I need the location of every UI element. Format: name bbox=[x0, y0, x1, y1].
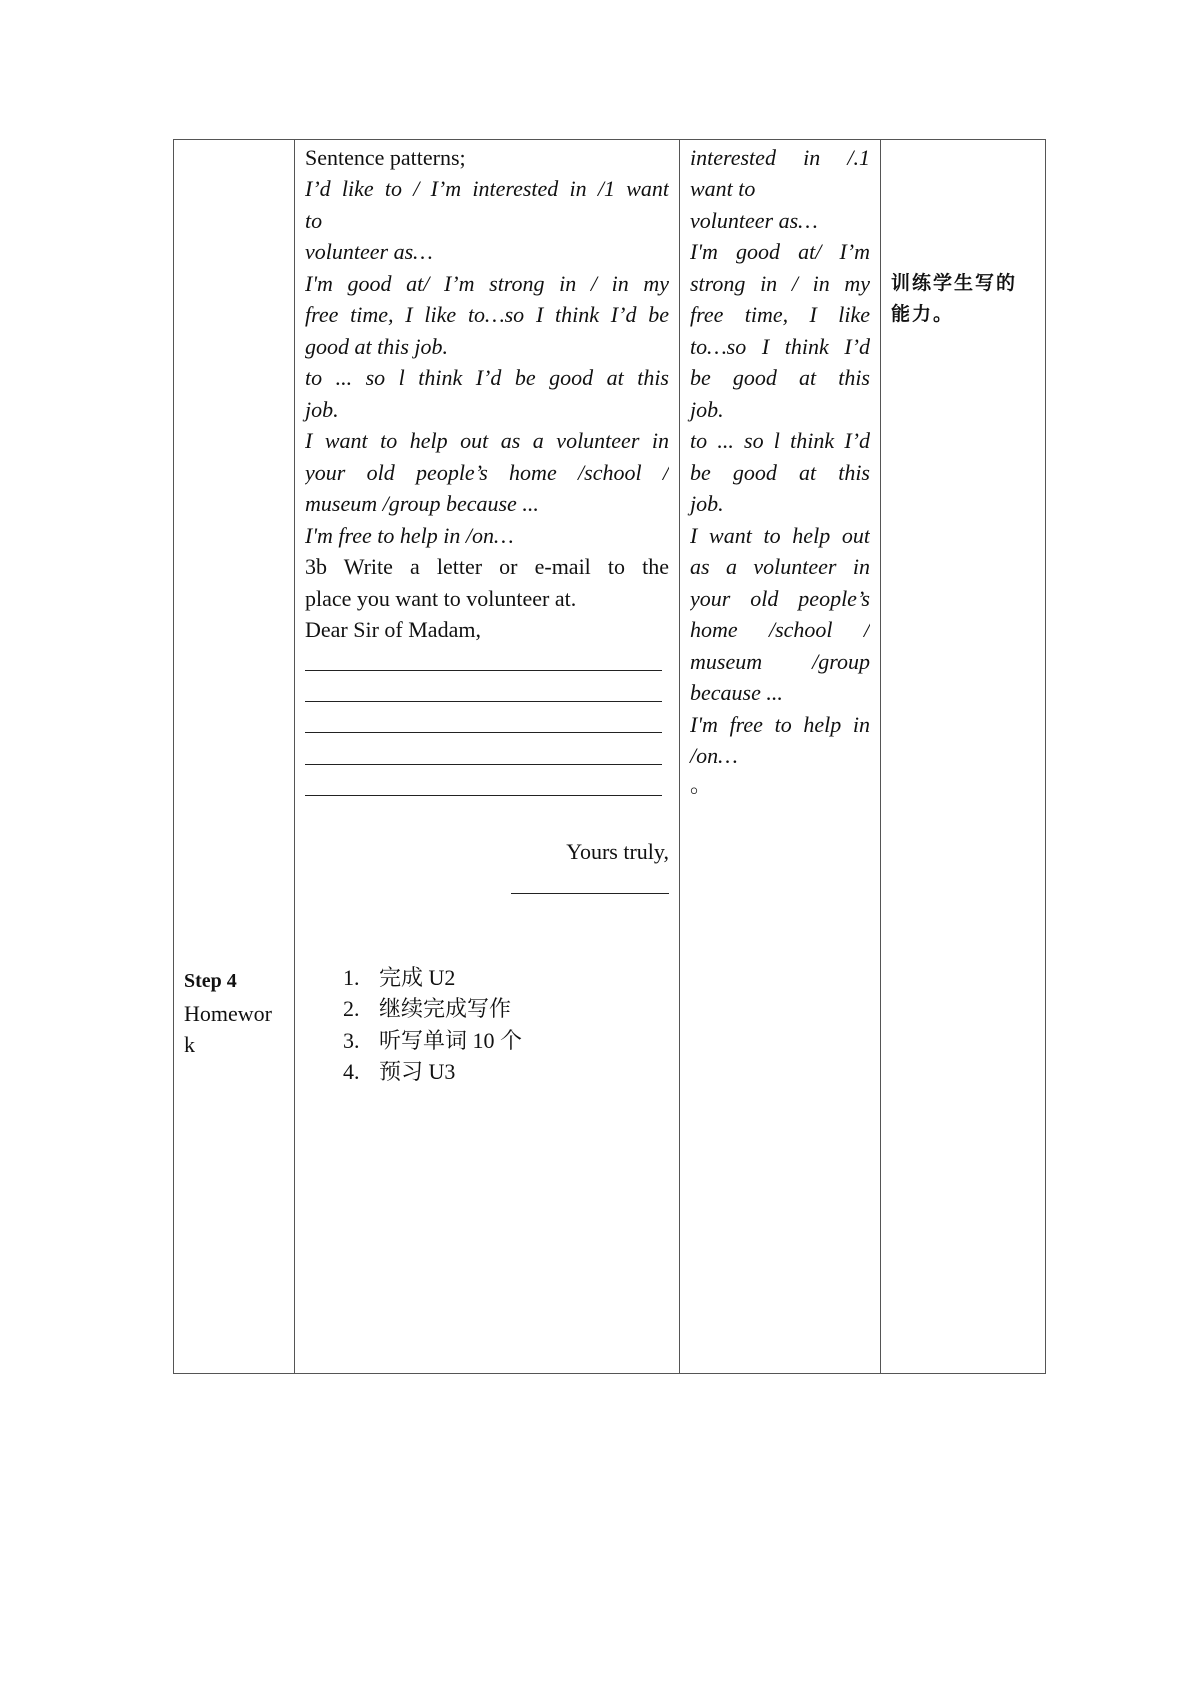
student-line: want to bbox=[690, 176, 756, 201]
pattern-line: to bbox=[305, 208, 323, 233]
homework-item: 2. 继续完成写作 bbox=[343, 996, 512, 1021]
writing-line[interactable] bbox=[305, 701, 662, 702]
student-line: I want to help out bbox=[690, 523, 870, 548]
purpose-column bbox=[881, 140, 1046, 1374]
student-line: to ... so l think I’d bbox=[690, 428, 870, 453]
letter-salutation: Dear Sir of Madam, bbox=[305, 617, 481, 642]
step-column bbox=[174, 140, 295, 1374]
pattern-line: museum /group because ... bbox=[305, 491, 539, 516]
sentence-patterns-heading: Sentence patterns; bbox=[305, 145, 466, 170]
pattern-line: I’d like to / I’m interested in /1 want bbox=[305, 176, 669, 201]
student-line: be good at this bbox=[690, 460, 870, 485]
signature-line[interactable] bbox=[511, 893, 669, 894]
pattern-line: I want to help out as a volunteer in bbox=[305, 428, 669, 453]
pattern-line: volunteer as… bbox=[305, 239, 433, 264]
teacher-activity-column bbox=[295, 140, 680, 1374]
pattern-line: I'm good at/ I’m strong in / in my bbox=[305, 271, 669, 296]
task-instruction-line2: place you want to volunteer at. bbox=[305, 586, 577, 611]
student-line: interested in /.1 bbox=[690, 145, 870, 170]
homework-item: 1. 完成 U2 bbox=[343, 965, 456, 990]
pattern-line: good at this job. bbox=[305, 334, 449, 359]
student-line: 。 bbox=[690, 773, 713, 798]
writing-line[interactable] bbox=[305, 795, 662, 796]
purpose-line1: 训练学生写的 bbox=[891, 272, 1018, 294]
lesson-plan-table bbox=[173, 139, 1046, 1374]
student-line: job. bbox=[690, 397, 724, 422]
student-line: because ... bbox=[690, 680, 783, 705]
student-line: as a volunteer in bbox=[690, 554, 870, 579]
pattern-line: free time, I like to…so I think I’d be bbox=[305, 302, 669, 327]
step-label-line1: Homewor bbox=[184, 1001, 272, 1026]
purpose-line2: 能力。 bbox=[891, 303, 955, 325]
step-label-line2: k bbox=[184, 1032, 195, 1057]
writing-line[interactable] bbox=[305, 764, 662, 765]
homework-item: 3. 听写单词 10 个 bbox=[343, 1028, 523, 1053]
student-line: your old people’s bbox=[690, 586, 870, 611]
student-line: I'm good at/ I’m bbox=[690, 239, 870, 264]
step-title: Step 4 bbox=[184, 970, 237, 992]
pattern-line: to ... so l think I’d be good at this bbox=[305, 365, 669, 390]
pattern-line: job. bbox=[305, 397, 339, 422]
pattern-line: I'm free to help in /on… bbox=[305, 523, 514, 548]
writing-line[interactable] bbox=[305, 670, 662, 671]
student-line: free time, I like bbox=[690, 302, 870, 327]
student-activity-column bbox=[680, 140, 881, 1374]
student-line: strong in / in my bbox=[690, 271, 870, 296]
task-instruction-line1: 3b Write a letter or e-mail to the bbox=[305, 554, 669, 579]
student-line: home /school / bbox=[690, 617, 870, 642]
homework-item: 4. 预习 U3 bbox=[343, 1059, 456, 1084]
student-line: job. bbox=[690, 491, 724, 516]
letter-closing: Yours truly, bbox=[566, 839, 669, 864]
student-line: /on… bbox=[690, 743, 738, 768]
student-line: volunteer as… bbox=[690, 208, 818, 233]
pattern-line: your old people’s home /school / bbox=[305, 460, 669, 485]
student-line: be good at this bbox=[690, 365, 870, 390]
student-line: museum /group bbox=[690, 649, 870, 674]
student-line: to…so I think I’d bbox=[690, 334, 870, 359]
writing-line[interactable] bbox=[305, 732, 662, 733]
student-line: I'm free to help in bbox=[690, 712, 870, 737]
